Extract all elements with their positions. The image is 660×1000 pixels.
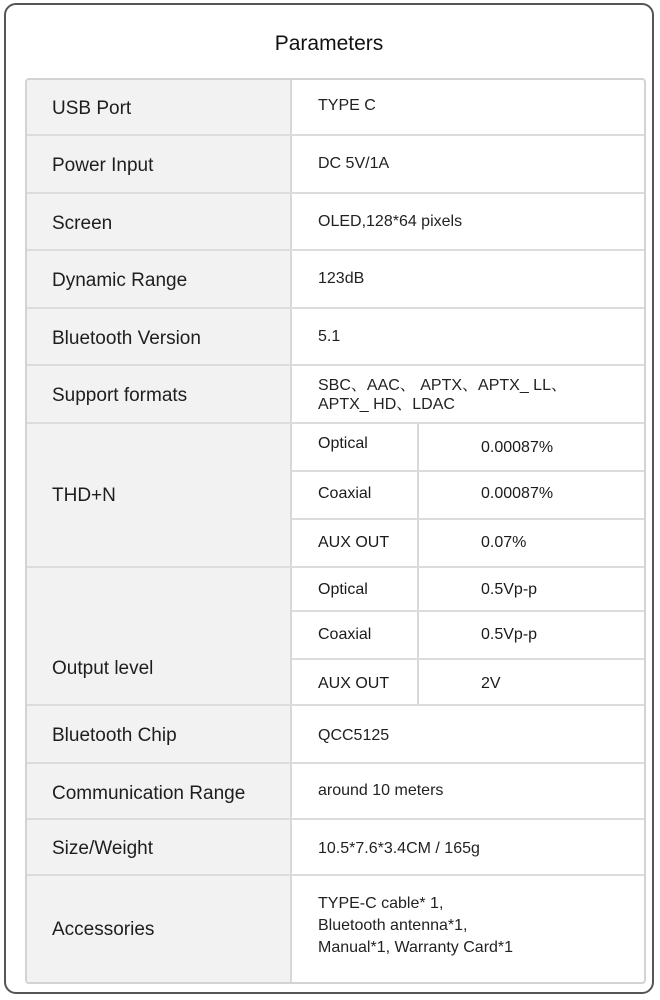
- sub-row-key-text: AUX OUT: [318, 675, 390, 692]
- row-value-text: 5.1: [318, 328, 341, 345]
- table-row-output-level: [27, 568, 644, 706]
- sub-row-key: [292, 660, 419, 704]
- table-row-size-weight: [27, 820, 644, 876]
- row-value-line1: TYPE-C cable* 1,: [318, 895, 444, 912]
- row-label: [27, 80, 292, 134]
- row-value: [292, 309, 644, 364]
- sub-row-key: [292, 424, 419, 470]
- row-label: [27, 136, 292, 192]
- sub-row-value-text: 0.5Vp-p: [481, 626, 538, 643]
- row-value-text: around 10 meters: [318, 782, 444, 799]
- sub-row-coaxial: [292, 472, 644, 520]
- table-row-bluetooth-chip: [27, 706, 644, 764]
- row-label: [27, 194, 292, 249]
- sub-row-value: [419, 660, 644, 704]
- row-label-text: Support formats: [52, 385, 188, 406]
- sub-row-value: [419, 472, 644, 518]
- row-label-text: USB Port: [52, 98, 132, 119]
- sub-row-key-text: Optical: [318, 581, 368, 598]
- table-row-communication-range: [27, 764, 644, 820]
- row-label-text: Communication Range: [52, 783, 246, 804]
- row-value: [292, 366, 644, 422]
- sub-row-key: [292, 612, 419, 658]
- sub-row-value-text: 2V: [481, 675, 501, 692]
- row-value: [292, 706, 644, 762]
- row-label-text: Bluetooth Version: [52, 328, 201, 349]
- sub-row-value: [419, 520, 644, 566]
- table-row-accessories: [27, 876, 644, 984]
- row-label: [27, 309, 292, 364]
- row-value: [292, 136, 644, 192]
- row-value: [292, 194, 644, 249]
- row-value-text: 10.5*7.6*3.4CM / 165g: [318, 840, 480, 857]
- sub-row-key-text: Coaxial: [318, 626, 372, 643]
- sub-row-value: [419, 424, 644, 470]
- parameters-table: [25, 78, 646, 984]
- row-value-text: OLED,128*64 pixels: [318, 213, 463, 230]
- parameters-card: [4, 3, 654, 994]
- row-value: [292, 764, 644, 818]
- sub-row-optical: [292, 424, 644, 472]
- sub-row-key: [292, 472, 419, 518]
- row-value-line3: Manual*1, Warranty Card*1: [318, 939, 514, 956]
- row-label: [27, 764, 292, 818]
- row-label-text: Dynamic Range: [52, 270, 188, 291]
- row-value: [292, 820, 644, 874]
- sub-row-key-text: Optical: [318, 435, 368, 452]
- row-label-text: Size/Weight: [52, 838, 154, 859]
- sub-row-aux-out: [292, 520, 644, 566]
- table-row-dynamic-range: [27, 251, 644, 309]
- table-row-support-formats: [27, 366, 644, 424]
- row-label-text: Output level: [52, 658, 154, 679]
- row-label: [27, 706, 292, 762]
- table-row-usb-port: [27, 80, 644, 136]
- sub-row-value-text: 0.07%: [481, 534, 527, 551]
- table-row-bluetooth-version: [27, 309, 644, 366]
- row-value-text: 123dB: [318, 270, 365, 287]
- sub-row-key: [292, 568, 419, 610]
- row-label: [27, 424, 292, 566]
- row-value-line2: APTX_ HD、LDAC: [318, 396, 455, 413]
- row-value-text: DC 5V/1A: [318, 155, 390, 172]
- row-label: [27, 366, 292, 422]
- table-row-power-input: [27, 136, 644, 194]
- row-label: [27, 820, 292, 874]
- sub-row-value: [419, 568, 644, 610]
- row-value: [292, 251, 644, 307]
- sub-row-key: [292, 520, 419, 566]
- row-label-text: Bluetooth Chip: [52, 725, 177, 746]
- row-value: [292, 876, 644, 984]
- sub-row-value: [419, 612, 644, 658]
- row-label-text: Screen: [52, 213, 113, 234]
- page-title: Parameters: [274, 32, 384, 55]
- row-label-text: Power Input: [52, 155, 154, 176]
- sub-row-optical: [292, 568, 644, 612]
- sub-row-value-text: 0.5Vp-p: [481, 581, 538, 598]
- row-label: [27, 876, 292, 984]
- row-label: [27, 568, 292, 704]
- row-label-text: THD+N: [52, 485, 116, 506]
- row-value-text: QCC5125: [318, 727, 390, 744]
- row-label-text: Accessories: [52, 919, 155, 940]
- row-value-text: TYPE C: [318, 97, 376, 114]
- sub-row-aux-out: [292, 660, 644, 704]
- row-value: [292, 80, 644, 134]
- row-value-line2: Bluetooth antenna*1,: [318, 917, 468, 934]
- row-label: [27, 251, 292, 307]
- row-value-line1: SBC、AAC、 APTX、APTX_ LL、: [318, 377, 567, 394]
- table-row-screen: [27, 194, 644, 251]
- sub-row-value-text: 0.00087%: [481, 485, 554, 502]
- table-row-thd-n: [27, 424, 644, 568]
- sub-row-value-text: 0.00087%: [481, 439, 554, 456]
- sub-row-coaxial: [292, 612, 644, 660]
- sub-row-key-text: AUX OUT: [318, 534, 390, 551]
- sub-row-key-text: Coaxial: [318, 485, 372, 502]
